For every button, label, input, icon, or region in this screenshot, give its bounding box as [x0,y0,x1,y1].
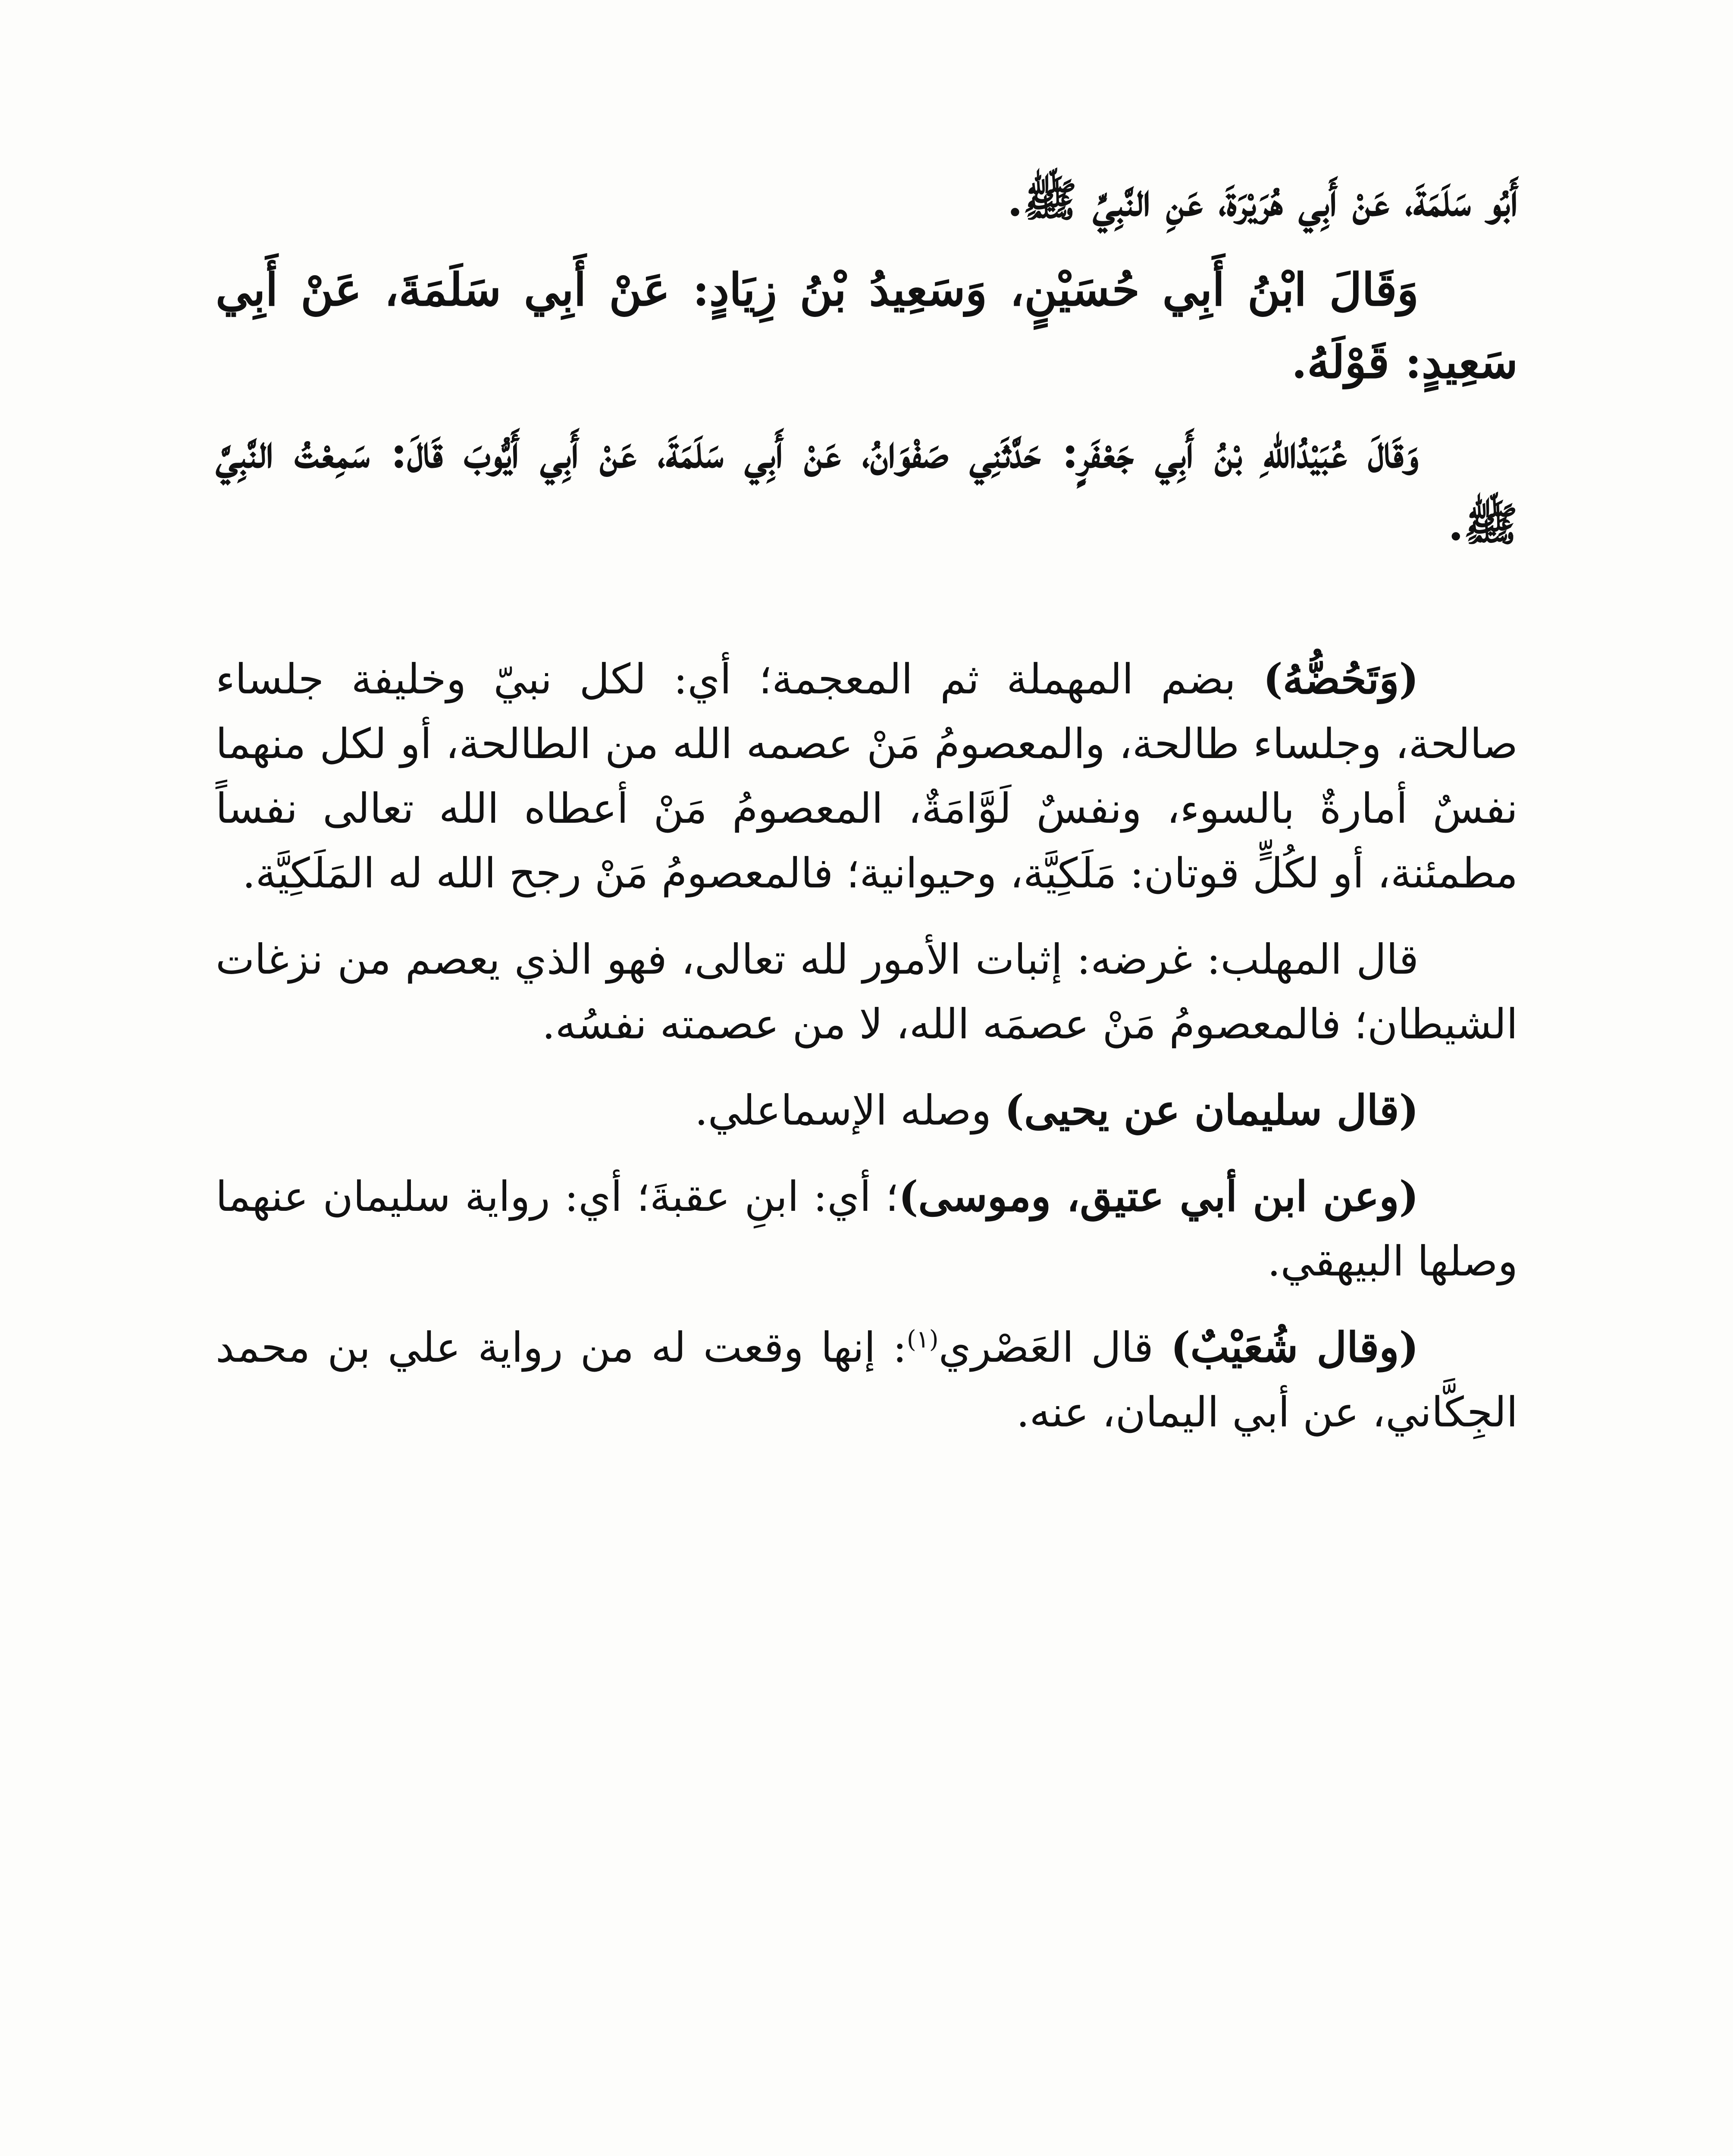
commentary-text-4: ؛ أي: ابنِ عقبةَ؛ أي: رواية سليمان عنهما وصلها البيهقي. [216,1172,1518,1285]
hadith-line-2: وَقَالَ ابْنُ أَبِي حُسَيْنٍ، وَسَعِيدُ بْنُ زِيَادٍ: عَنْ أَبِي سَلَمَةَ، عَنْ أَبِي سَعِيدٍ: قَوْلَهُ. [216,263,1518,389]
commentary-lead-4: (وعن ابن أبي عتيق، وموسى) [898,1172,1419,1221]
commentary-lead-5: (وقال شُعَيْبٌ) [1171,1323,1419,1372]
hadith-line-3: وَقَالَ عُبَيْدُاللهِ بْنُ أَبِي جَعْفَرٍ: حَدَّثَنِي صَفْوَانُ، عَنْ أَبِي سَلَمَةَ، عَنْ أَبِي أَيُّوبَ قَالَ: سَمِعْتُ النَّبِيَّ ﷺ. [216,425,1518,551]
commentary-lead-1: (وَتَحُضُّهُ) [1263,655,1419,703]
commentary-text-3: وصله الإسماعلي. [695,1086,1005,1134]
commentary-paragraph-4 [216,1164,1518,1294]
commentary-paragraph-2 [216,927,1518,1056]
footnote-reference[interactable]: (١) [906,1326,939,1354]
commentary-paragraph-1 [216,647,1518,906]
commentary-tail-5: : إنها وقعت له من رواية علي بن محمد الجِكَّاني، عن أبي اليمان، عنه. [216,1323,1518,1436]
commentary-text-5: قال العَصْري [938,1323,1171,1372]
commentary-text-1: بضم المهملة ثم المعجمة؛ أي: لكل نبيّ وخليفة جلساء صالحة، وجلساء طالحة، والمعصومُ مَنْ عصمه الله من الطالحة، أو لكل منهما نفسٌ أمارةٌ بالسوء، ونفسٌ لَوَّامَةٌ، المعصومُ مَنْ أعطاه الله تعالى نفساً مطمئنة، أو لكُلٍّ قوتان: مَلَكِيَّة، وحيوانية؛ فالمعصومُ مَنْ رجح الله له المَلَكِيَّة. [216,655,1518,897]
commentary-lead-3: (قال سليمان عن يحيى) [1004,1086,1419,1134]
commentary-paragraph-3 [216,1078,1518,1143]
commentary-text-2: قال المهلب: غرضه: إثبات الأمور لله تعالى، فهو الذي يعصم من نزغات الشيطان؛ فالمعصومُ مَنْ عصمَه الله، لا من عصمته نفسُه. [216,935,1518,1048]
page-body [216,164,1518,1466]
commentary-paragraph-5 [216,1315,1518,1445]
hadith-line-1: أَبُو سَلَمَةَ، عَنْ أَبِي هُرَيْرَةَ، عَنِ النَّبِيِّ ﷺ. [1007,173,1518,226]
